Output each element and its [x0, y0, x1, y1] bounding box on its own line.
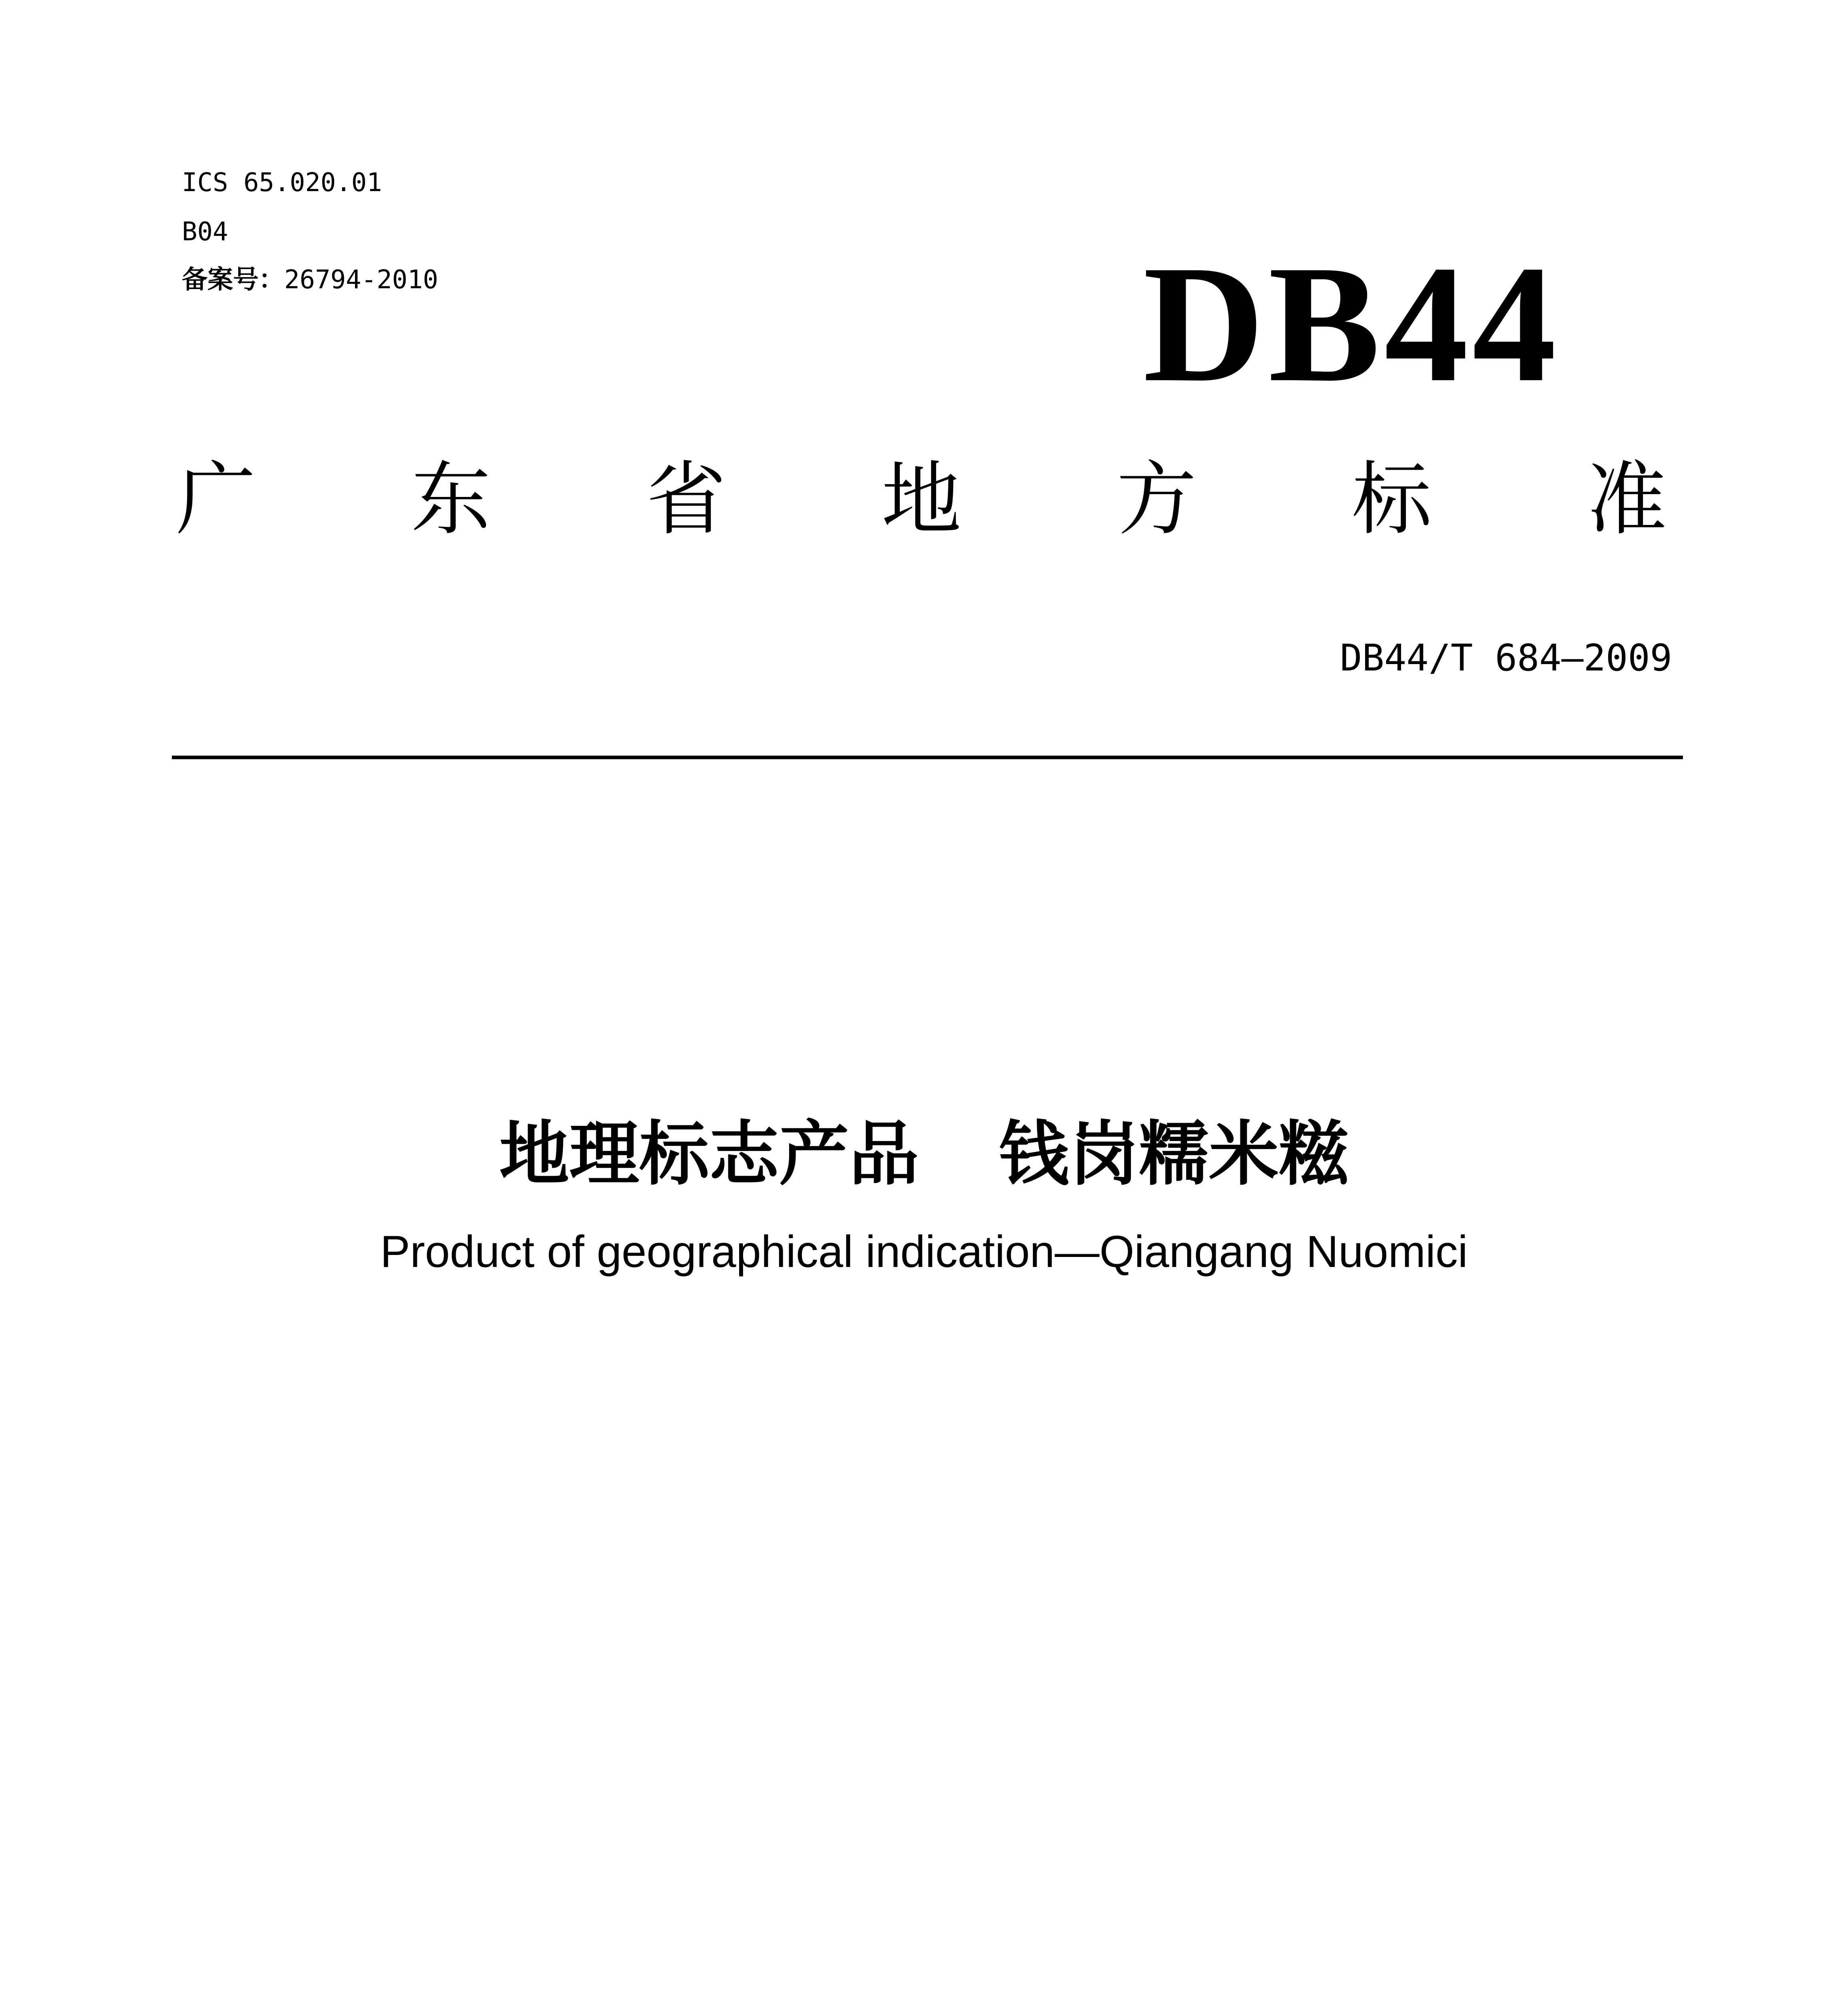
- standard-type-char: 省: [646, 453, 726, 546]
- standard-type-char: 标: [1352, 453, 1432, 546]
- record-label: 备案号：: [182, 265, 284, 295]
- top-divider: [172, 756, 1683, 759]
- standard-type-char: 准: [1587, 453, 1667, 546]
- title-chinese-part2: 钱岗糯米糍: [999, 1114, 1349, 1195]
- standard-type-heading: [176, 453, 1667, 546]
- standard-type-char: 方: [1116, 453, 1197, 546]
- record-number: [182, 267, 438, 293]
- title-chinese: [0, 1114, 1848, 1195]
- title-english: Product of geographical indication—Qiangang Nuomici: [380, 1227, 1468, 1277]
- ics-code: ICS 65.020.01: [182, 168, 382, 198]
- standard-number: DB44/T 684—2009: [1340, 636, 1672, 679]
- ccs-code: B04: [182, 217, 228, 247]
- standard-type-char: 地: [881, 453, 961, 546]
- standard-type-char: 广: [176, 453, 256, 546]
- standard-type-char: 东: [411, 453, 491, 546]
- record-value: 26794-2010: [284, 265, 439, 295]
- title-chinese-part1: 地理标志产品: [499, 1114, 919, 1195]
- standard-prefix-code: DB44: [1143, 231, 1560, 417]
